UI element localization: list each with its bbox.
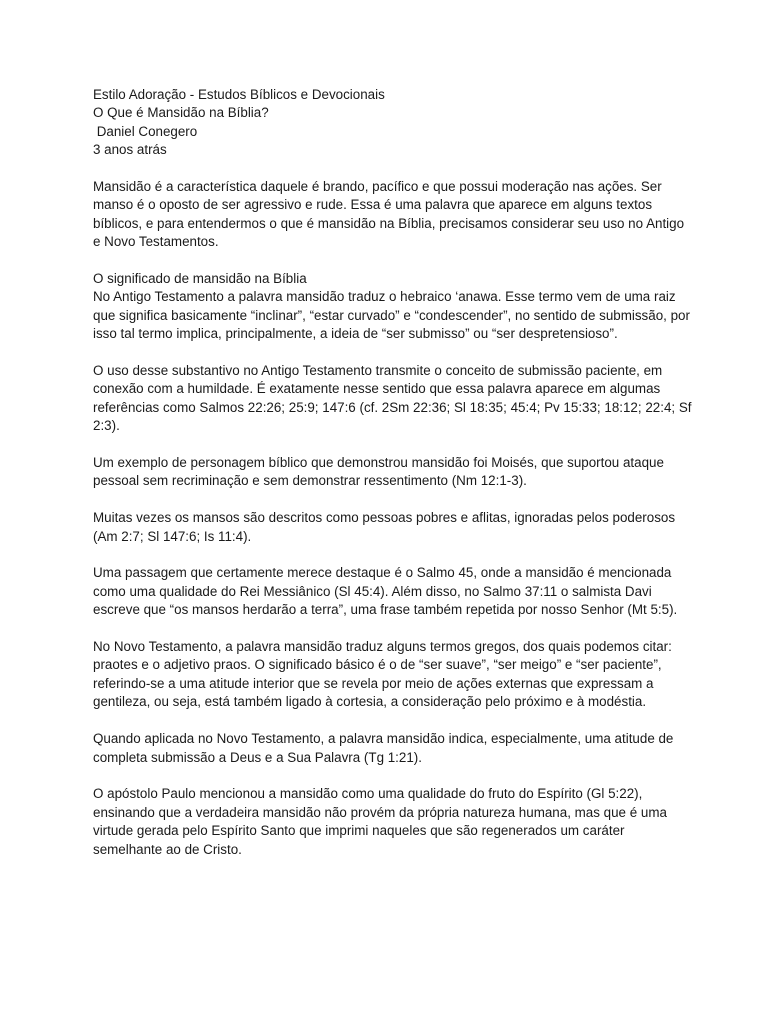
intro-paragraph: Mansidão é a característica daquele é brando, pacífico e que possui moderação nas ações. Ser manso é o oposto de ser agressivo e rude. Essa é uma palavra que aparece em alguns textos bíblicos, e para entendermos o que é mansidão na Bíblia, precisamos considerar seu uso no Antigo e Novo Testamentos. — [93, 179, 685, 250]
paragraph-8: O apóstolo Paulo mencionou a mansidão como uma qualidade do fruto do Espírito (Gl 5:22), ensinando que a verdadeira mansidão não provém da própria natureza humana, mas que é uma virtude gerada pelo Espírito Santo que imprimi naqueles que são regenerados um caráter semelhante ao de Cristo. — [93, 786, 667, 857]
author-name: Daniel Conegero — [93, 123, 198, 139]
paragraph-5: Uma passagem que certamente merece destaque é o Salmo 45, onde a mansidão é mencionada como uma qualidade do Rei Messiânico (Sl 45:4). Além disso, no Salmo 37:11 o salmista Davi escreve que “os mansos herdarão a terra”, uma frase também repetida por nosso Senhor (Mt 5:5). — [93, 565, 678, 618]
paragraph-6: No Novo Testamento, a palavra mansidão traduz alguns termos gregos, dos quais podemos citar: praotes e o adjetivo praos. O significado básico é o de “ser suave”, “ser meigo” e “ser paciente”, referindo-se a uma atitude interior que se revela por meio de ações externas que expressam a gentileza, ou seja, está também ligado à cortesia, a consideração pelo próximo e à modéstia. — [93, 639, 672, 710]
paragraph-1: No Antigo Testamento a palavra mansidão traduz o hebraico ‘anawa. Esse termo vem de uma raiz que significa basicamente “inclinar”, “estar curvado” e “condescender”, no sentido de submissão, por isso tal termo implica, principalmente, a ideia de “ser submisso” ou “ser despretensioso”. — [93, 289, 690, 342]
document-header — [93, 86, 693, 160]
paragraph-3: Um exemplo de personagem bíblico que demonstrou mansidão foi Moisés, que suportou ataque pessoal sem recriminação e sem demonstrar ressentimento (Nm 12:1-3). — [93, 455, 664, 489]
section-block — [93, 270, 693, 344]
article-title: O Que é Mansidão na Bíblia? — [93, 105, 269, 121]
paragraph-4: Muitas vezes os mansos são descritos como pessoas pobres e aflitas, ignoradas pelos poderosos (Am 2:7; Sl 147:6; Is 11:4). — [93, 510, 676, 544]
article-body — [93, 178, 693, 859]
paragraph-2: O uso desse substantivo no Antigo Testamento transmite o conceito de submissão paciente, em conexão com a humildade. É exatamente nesse sentido que essa palavra aparece em algumas referências como Salmos 22:26; 25:9; 147:6 (cf. 2Sm 22:36; Sl 18:35; 45:4; Pv 15:33; 18:12; 22:4; Sf 2:3). — [93, 363, 692, 434]
paragraph-7: Quando aplicada no Novo Testamento, a palavra mansidão indica, especialmente, uma atitude de completa submissão a Deus e a Sua Palavra (Tg 1:21). — [93, 731, 674, 765]
publish-date: 3 anos atrás — [93, 142, 167, 158]
section-heading: O significado de mansidão na Bíblia — [93, 271, 307, 287]
document-page — [93, 86, 693, 877]
site-name: Estilo Adoração - Estudos Bíblicos e Devocionais — [93, 87, 385, 102]
